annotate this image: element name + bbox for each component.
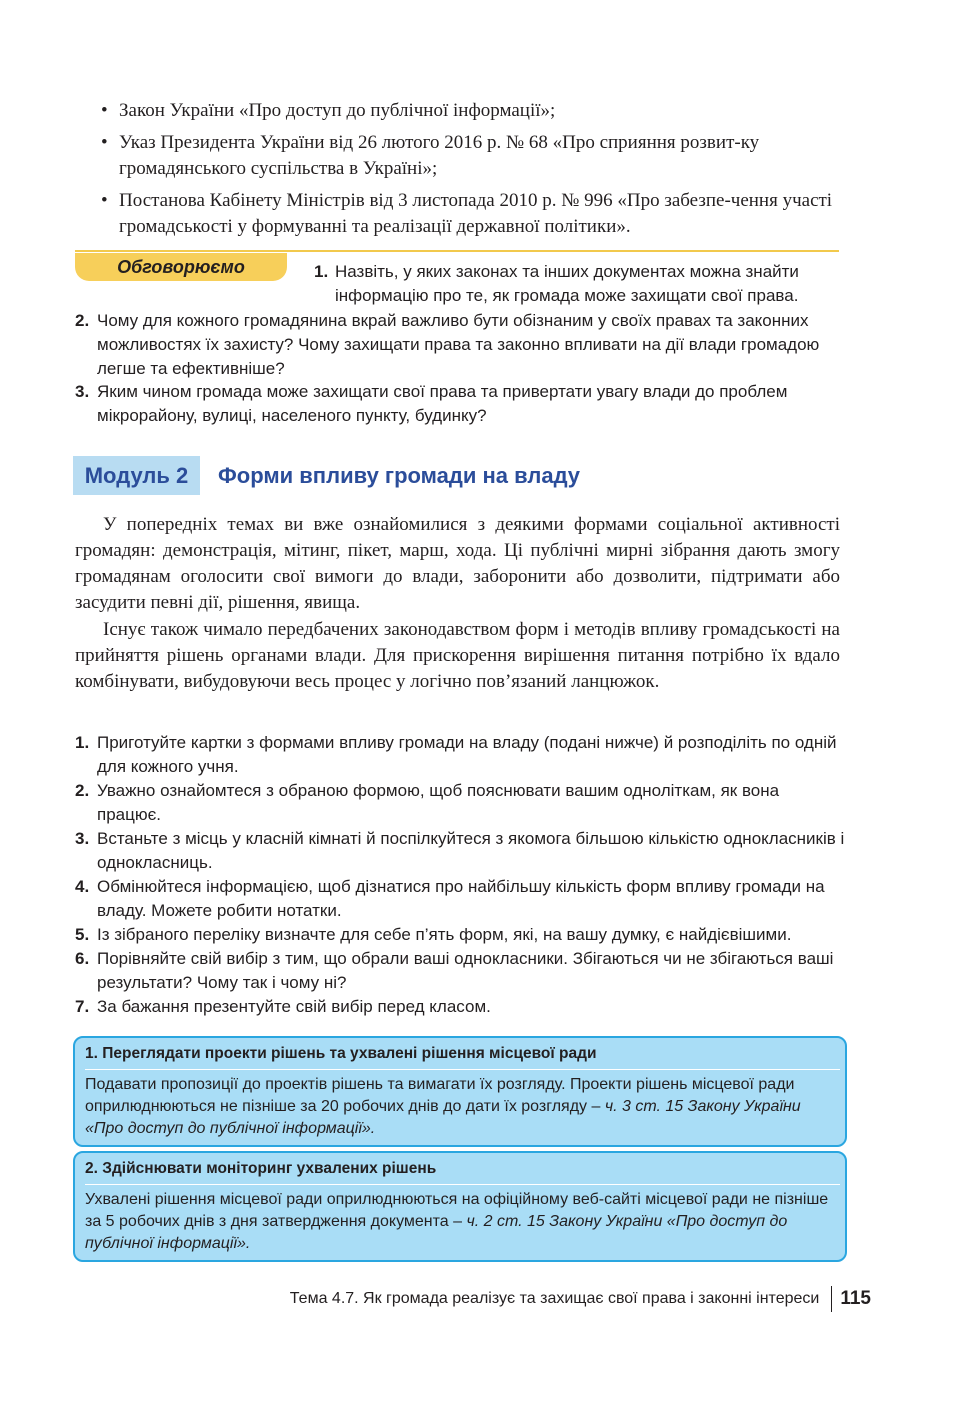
bullet-icon: •	[101, 190, 108, 211]
card-reference: ч. 2 ст. 15 Закону України «Про доступ до публічної інформації».	[85, 1213, 788, 1252]
section-divider	[75, 250, 839, 252]
list-item: • Закон України «Про доступ до публічної інформації»;	[98, 98, 843, 124]
footer-divider	[831, 1286, 832, 1312]
list-item: • Постанова Кабінету Міністрів від 3 листопада 2010 р. № 996 «Про забезпе-чення участі громадськості у формуванні та реалізації державної політики».	[101, 190, 833, 237]
list-item: 1. Приготуйте картки з формами впливу громади на владу (подані нижче) й розподіліть по одній для кожного учня.	[75, 733, 837, 776]
bullet-icon: •	[101, 132, 108, 153]
card-reference: ч. 3 ст. 15 Закону України «Про доступ до публічної інформації».	[85, 1098, 801, 1137]
list-item: • Указ Президента України від 26 лютого 2016 р. № 68 «Про сприяння розвит-ку громадянського суспільства в Україні»;	[101, 132, 760, 179]
module-title: Форми впливу громади на владу	[218, 463, 581, 488]
body-paragraph: У попередніх темах ви вже ознайомилися з деякими формами соціальної активності громадян: демонстрація, мітинг, пікет, марш, хода. Ці публічні мирні зібрання дають змогу громадянам оголосити свої вимоги до влади, заборонити або дозволити, підтримати або засудити певні дії, рішення, явища.	[75, 514, 840, 613]
list-item: 7. За бажання презентуйте свій вибір перед класом.	[75, 997, 491, 1016]
list-item: 4. Обмінюйтеся інформацією, щоб дізнатися про найбільшу кількість форм впливу громади на владу. Можете робити нотатки.	[75, 877, 825, 920]
discussion-question: 3. Яким чином громада може захищати свої права та привертати увагу влади до проблем мікрорайону, вулиці, населеного пункту, будинку?	[75, 382, 788, 425]
form-card	[73, 1151, 847, 1262]
activity-steps	[75, 731, 845, 1019]
card-title: 2. Здійснювати моніторинг ухвалених рішень	[85, 1158, 840, 1185]
list-item: 6. Порівняйте свій вибір з тим, що обрали ваші однокласники. Збігаються чи не збігаються ваші результати? Чому так і чому ні?	[75, 949, 834, 992]
body-paragraph: Існує також чимало передбачених законодавством форм і методів впливу громадськості на прийняття рішень органами влади. Для прискорення вирішення питання потрібно їх вдало комбінувати, вибудовуючи весь процес у логічно пов’язаний ланцюжок.	[75, 619, 840, 692]
discussion-question: 1. Назвіть, у яких законах та інших документах можна знайти інформацію про те, як громада може захищати свої права.	[314, 262, 799, 305]
card-title: 1. Переглядати проекти рішень та ухвалені рішення місцевої ради	[85, 1043, 840, 1070]
laws-list	[98, 98, 843, 246]
discussion-badge: Обговорюємо	[75, 253, 287, 281]
discussion-question: 2. Чому для кожного громадянина вкрай важливо бути обізнаним у своїх правах та законних можливостях їх захисту? Чому захищати права та законно впливати на дії влади громадою легше та ефективніше?	[75, 311, 820, 378]
bullet-icon: •	[101, 100, 108, 121]
card-body: Ухвалені рішення місцевої ради оприлюднюються на офіційному веб-сайті місцевої ради не пізніше за 5 робочих днів з дня затвердження документа – ч. 2 ст. 15 Закону України «Про доступ до публічної інформації».	[85, 1191, 829, 1252]
list-item: 2. Уважно ознайомтеся з обраною формою, щоб пояснювати вашим одноліткам, як вона працює.	[75, 781, 780, 824]
module-badge: Модуль 2	[73, 456, 200, 495]
page-number: 115	[840, 1288, 871, 1309]
footer-topic: Тема 4.7. Як громада реалізує та захищає свої права і законні інтереси	[289, 1290, 820, 1307]
list-item: 5. Із зібраного переліку визначте для себе п’ять форм, які, на вашу думку, є найдієвішими.	[75, 925, 792, 944]
list-item: 3. Встаньте з місць у класній кімнаті й поспілкуйтеся з якомога більшою кількістю однокласників і однокласниць.	[75, 829, 845, 872]
card-body: Подавати пропозиції до проектів рішень та вимагати їх розгляду. Проекти рішень місцевої ради оприлюднюються не пізніше за 20 робочих днів до дати їх розгляду – ч. 3 ст. 15 Закону України «Про доступ до публічної інформації».	[85, 1076, 801, 1137]
form-card	[73, 1036, 847, 1147]
page-footer	[290, 1286, 871, 1312]
